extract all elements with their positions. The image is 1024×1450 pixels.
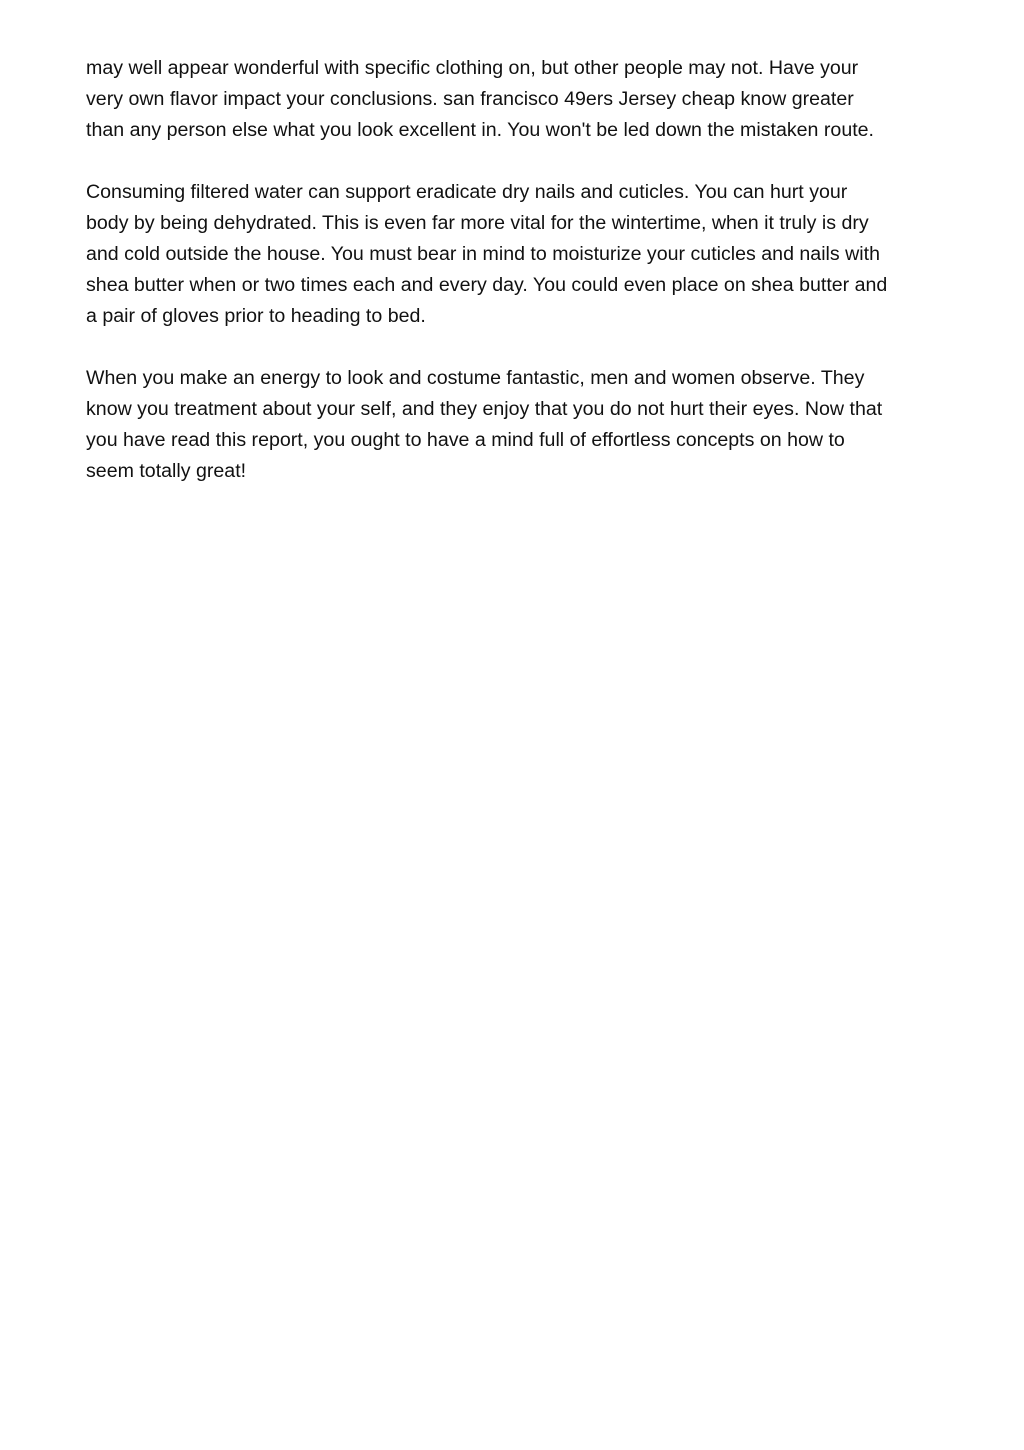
text-line: and cold outside the house. You must bear in mind to moisturize your cuticles and nails with bbox=[86, 243, 880, 265]
document-body bbox=[86, 53, 946, 518]
paragraph-2 bbox=[86, 177, 946, 332]
paragraph-1 bbox=[86, 53, 946, 146]
text-line: very own flavor impact your conclusions. san francisco 49ers Jersey cheap know greater bbox=[86, 88, 854, 110]
text-line: body by being dehydrated. This is even far more vital for the wintertime, when it truly is dry bbox=[86, 212, 869, 234]
text-line: than any person else what you look excellent in. You won't be led down the mistaken route. bbox=[86, 119, 874, 141]
text-line: When you make an energy to look and costume fantastic, men and women observe. They bbox=[86, 367, 865, 389]
text-line: shea butter when or two times each and every day. You could even place on shea butter and bbox=[86, 274, 888, 296]
text-line: know you treatment about your self, and they enjoy that you do not hurt their eyes. Now that bbox=[86, 398, 883, 420]
text-line: may well appear wonderful with specific clothing on, but other people may not. Have your bbox=[86, 57, 859, 79]
text-line: seem totally great! bbox=[86, 460, 247, 482]
text-line: a pair of gloves prior to heading to bed. bbox=[86, 305, 426, 327]
text-line: you have read this report, you ought to have a mind full of effortless concepts on how to bbox=[86, 429, 845, 451]
paragraph-3 bbox=[86, 363, 946, 487]
text-line: Consuming filtered water can support eradicate dry nails and cuticles. You can hurt your bbox=[86, 181, 848, 203]
